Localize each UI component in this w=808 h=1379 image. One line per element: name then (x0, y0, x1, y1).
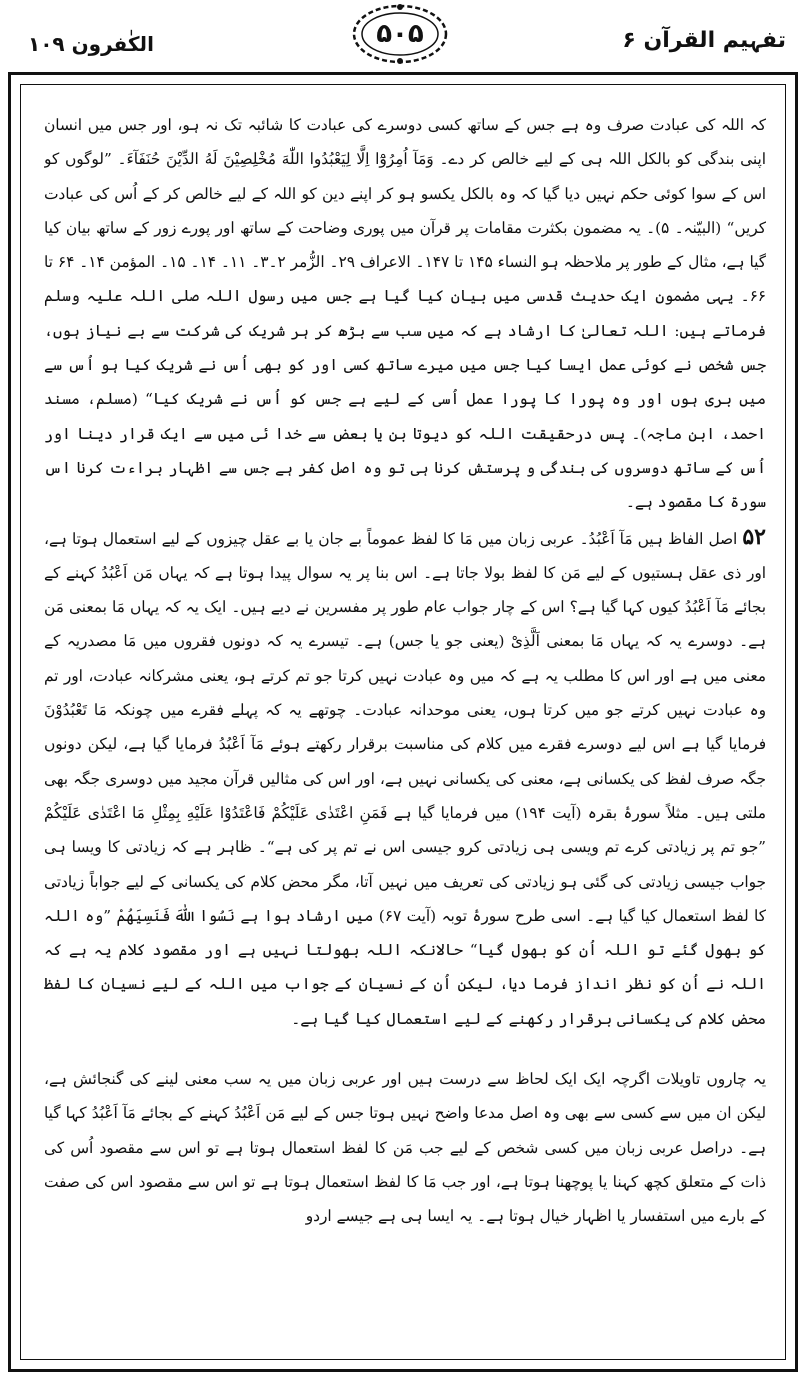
paragraph: یہ چاروں تاویلات اگرچہ ایک ایک لحاظ سے درست ہیں اور عربی زبان میں یہ سب معنی لینے کی گنجائش ہے، لیکن ان میں سے کسی سے بھی وہ اصل مدعا واضح نہیں ہوتا جس کے لیے مَن اَعْبُدُ کہنے کے بجائے مَآ اَعْبُدُ کہا گیا ہے۔ دراصل عربی زبان میں کسی شخص کے لیے جب مَن کا لفظ استعمال ہوتا ہے تو اس سے مقصود اُس کی ذات کے متعلق کچھ کہنا یا پوچھنا ہوتا ہے، اور جب مَا کا لفظ استعمال ہوتا ہے تو اس سے مقصود اس کی صفت کے بارے میں استفسار یا اظہار خیال ہوتا ہے۔ یہ ایسا ہی ہے جیسے اردو (44, 1070, 766, 1226)
commentary-text (44, 108, 766, 1358)
surah-title: الکٰفرون ۱۰۹ (28, 32, 154, 56)
footnote-paragraph (44, 520, 766, 1036)
footnote-number: ۵۲ (742, 523, 766, 550)
page-number-badge (350, 2, 450, 66)
footnote-text: اصل الفاظ ہیں مَآ اَعْبُدُ۔ عربی زبان میں مَا کا لفظ عموماً بے جان یا بے عقل چیزوں کے لیے استعمال ہوتا ہے، اور ذی عقل ہستیوں کے لیے مَن کا لفظ بولا جاتا ہے۔ اس بنا پر یہ سوال پیدا ہوتا ہے کہ یہاں مَن اَعْبُدُ کہنے کے بجائے مَآ اَعْبُدُ کیوں کہا گیا ہے؟ اس کے چار جواب عام طور پر مفسرین نے دیے ہیں۔ ایک یہ کہ یہاں مَا بمعنی مَن ہے۔ دوسرے یہ کہ یہاں مَا بمعنی اَلَّذِیْ (یعنی جو یا جس) ہے۔ تیسرے یہ کہ دونوں فقروں میں مَا مصدریہ کے معنی میں ہے اور اس کا مطلب یہ ہے کہ میں وہ عبادت نہیں کرتا جو تم کرتے ہو، یعنی مشرکانہ عبادت، اور تم وہ عبادت نہیں کرتے جو میں کرتا ہوں، یعنی موحدانہ عبادت۔ چوتھے یہ کہ پہلے فقرے میں چونکہ مَا تَعْبُدُوْنَ فرمایا گیا ہے اس لیے دوسرے فقرے میں کلام کی مناسبت برقرار رکھتے ہوئے مَآ اَعْبُدُ فرمایا گیا ہے، لیکن دونوں جگہ صرف لفظ کی یکسانی ہے، معنی کی یکسانی نہیں ہے، اور اس کی مثالیں قرآن مجید میں دوسری جگہ بھی ملتی ہیں۔ مثلاً سورۂ بقرہ (آیت ۱۹۴) میں فرمایا گیا ہے فَمَنِ اعْتَدٰی عَلَيْكُمْ فَاعْتَدُوْا عَلَيْهِ بِمِثْلِ مَا اعْتَدٰی عَلَيْكُمْ ”جو تم پر زیادتی کرے تم ویسی ہی زیادتی کرو جیسی اس نے تم پر کی ہے“۔ ظاہر ہے کہ زیادتی کا ویسا ہی جواب جیسی زیادتی کی گئی ہو زیادتی کی تعریف میں نہیں آتا، مگر محض کلام کی یکسانی کے لیے جواباً زیادتی کا لفظ استعمال کیا گیا ہے۔ اسی طرح سورۂ توبہ (آیت ۶۷) میں ارشاد ہوا ہے نَسُوا اللّٰهَ فَنَسِيَهُمْ ”وہ اللہ کو بھول گئے تو اللہ اُن کو بھول گیا“ حالانکہ اللہ بھولتا نہیں ہے اور مقصود کلام یہ ہے کہ اللہ نے اُن کو نظر انداز فرما دیا، لیکن اُن کے نسیان کے جواب میں اللہ کے لیے نسیان کا لفظ محض کلام کی یکسانی برقرار رکھنے کے لیے استعمال کیا گیا ہے۔ (44, 529, 766, 1028)
page-number: ۵۰۵ (376, 19, 424, 49)
paragraph: کہ اللہ کی عبادت صرف وہ ہے جس کے ساتھ کسی دوسرے کی عبادت کا شائبہ تک نہ ہو، اور جس میں انسان اپنی بندگی کو بالکل اللہ ہی کے لیے خالص کر دے۔ وَمَآ اُمِرُوْٓا اِلَّا لِيَعْبُدُوا اللّٰهَ مُخْلِصِيْنَ لَهُ الدِّيْنَ حُنَفَآءَ۔ ”لوگوں کو اس کے سوا کوئی حکم نہیں دیا گیا کہ وہ بالکل یکسو ہو کر اپنے دین کو اللہ کے لیے خالص کر کے اُس کی عبادت کریں“ (البیّنہ۔ ۵)۔ یہ مضمون بکثرت مقامات پر قرآن میں پوری وضاحت کے ساتھ اور پورے زور کے ساتھ بیان کیا گیا ہے، مثال کے طور پر ملاحظہ ہو النساء ۱۴۵ تا ۱۴۷۔ الاعراف ۲۹۔ الزُّمر ۲۔۳۔ ۱۱۔ ۱۴۔ ۱۵۔ المؤمن ۱۴۔ ۶۴ تا ۶۶۔ یہی مضمون ایک حدیث قدسی میں بیان کیا گیا ہے جس میں رسول اللہ صلی اللہ علیہ وسلم فرماتے ہیں: اللہ تعالیٰ کا ارشاد ہے کہ میں سب سے بڑھ کر ہر شریک کی شرکت سے بے نیاز ہوں، جس شخص نے کوئی عمل ایسا کیا جس میں میرے ساتھ کسی اور کو بھی اُس نے شریک کیا ہو اُس سے میں بری ہوں اور وہ پورا کا پورا عمل اُسی کے لیے ہے جس کو اُس نے شریک کیا“ (مسلم، مسند احمد، ابن ماجہ)۔ پس درحقیقت اللہ کو دیوتا بن یا بعض سے خدا ئی میں سے ایک قرار دینا اور اُس کے ساتھ دوسروں کی بندگی و پرستش کرنا ہی تو وہ اصل کفر ہے جس سے اظہار براءت کرنا اس سورۃ کا مقصود ہے۔ (44, 116, 766, 512)
page-header (0, 0, 808, 70)
book-title: تفہیم القرآن ۶ (622, 28, 786, 53)
